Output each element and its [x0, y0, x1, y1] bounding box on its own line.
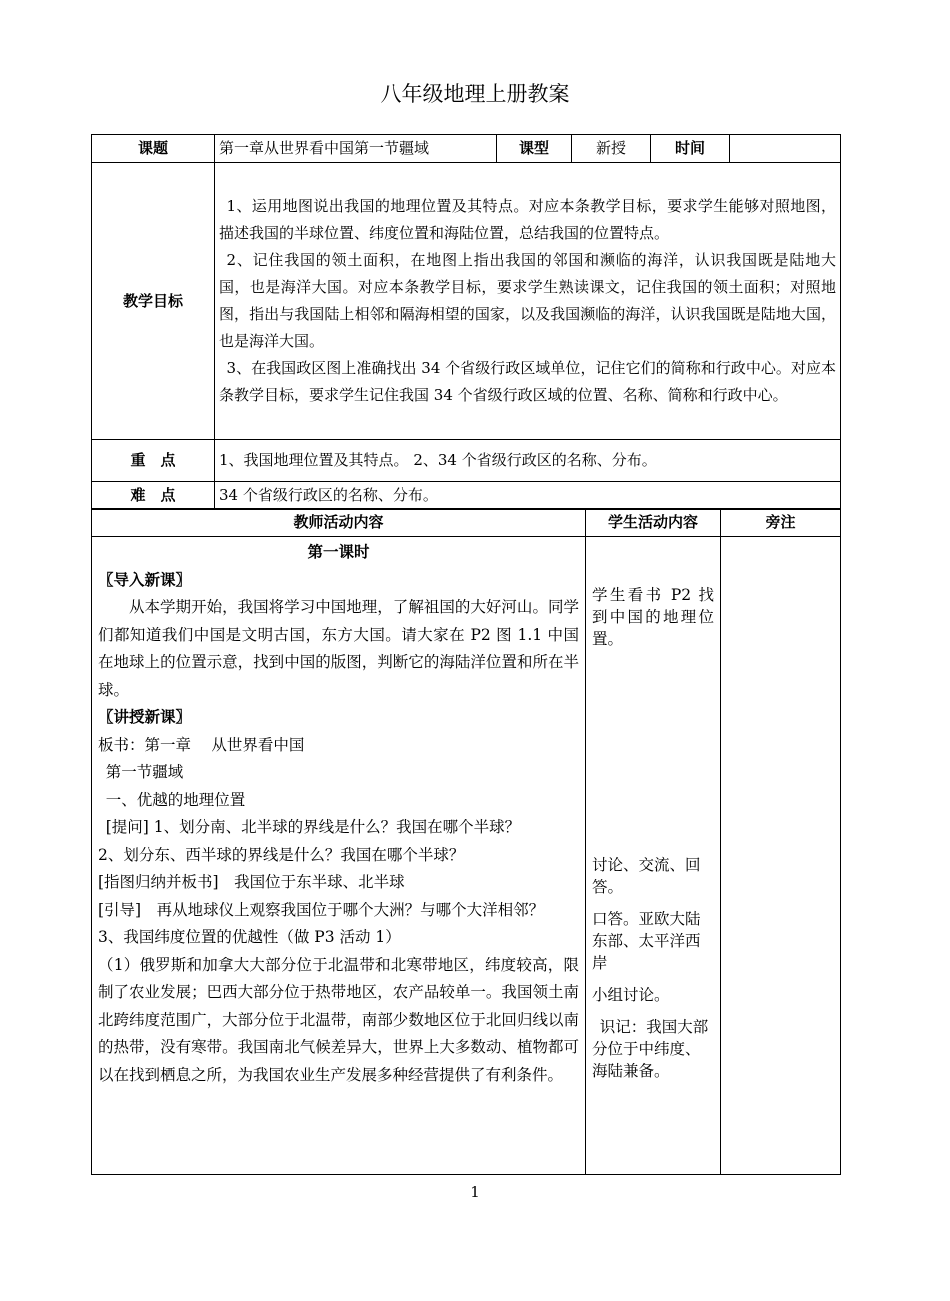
- board-writing: 板书：第一章 从世界看中国: [98, 735, 305, 754]
- topic-label: 课题: [92, 135, 215, 163]
- objectives-content: [215, 163, 841, 440]
- objective-item: 2、记住我国的领土面积，在地图上指出我国的邻国和濒临的海洋，认识我国既是陆地大国，也是海洋大国。对应本条教学目标，要求学生熟读课文，记住我国的领土面积；对照地图，指出与我国陆上相邻和隔海相望的国家，以及我国濒临的海洋，认识我国既是陆地大国，也是海洋大国。: [219, 251, 836, 350]
- objective-item: 3、在我国政区图上准确找出 34 个省级行政区域单位，记住它们的简称和行政中心。对应本条教学目标，要求学生记住我国 34 个省级行政区域的位置、名称、简称和行政中心。: [219, 359, 836, 404]
- summary-board: [指图归纳并板书] 我国位于东半球、北半球: [98, 873, 405, 891]
- teach-heading: 〖讲授新课〗: [98, 708, 192, 726]
- type-label: 课型: [497, 135, 572, 163]
- teacher-activity-content: [92, 537, 586, 1175]
- student-note: 小组讨论。: [592, 986, 670, 1004]
- question-two: 2、划分东、西半球的界线是什么？我国在哪个半球？: [98, 845, 465, 864]
- student-note: 识记：我国大部分位于中纬度、海陆兼备。: [592, 1018, 709, 1080]
- section-title: 第一节疆域: [105, 763, 184, 781]
- objective-item: 1、运用地图说出我国的地理位置及其特点。对应本条教学目标，要求学生能够对照地图，描述我国的半球位置、纬度位置和海陆位置，总结我国的位置特点。: [219, 197, 836, 242]
- student-note: 讨论、交流、回答。: [592, 856, 701, 896]
- question-three: 3、我国纬度位置的优越性（做 P3 活动 1）: [98, 928, 401, 946]
- student-activity-content: [586, 537, 721, 1175]
- difficulties-label: 难 点: [92, 482, 215, 510]
- document-title: 八年级地理上册教案: [380, 82, 570, 106]
- lesson-info-table: [91, 134, 841, 510]
- lesson-period: 第一课时: [307, 543, 370, 561]
- page-number: 1: [470, 1183, 480, 1201]
- difficulties-value: 34 个省级行政区的名称、分布。: [215, 482, 841, 510]
- teacher-activity-header: 教师活动内容: [92, 509, 586, 537]
- student-note: 学生看书 P2 找到中国的地理位置。: [592, 586, 714, 648]
- topic-value: 第一章从世界看中国第一节疆域: [215, 135, 497, 163]
- key-points-label: 重 点: [92, 440, 215, 482]
- student-note: 口答。亚欧大陆东部、太平洋西岸: [592, 910, 701, 972]
- time-value: [730, 135, 841, 163]
- notes-content: [721, 537, 841, 1175]
- part-one-title: 一、优越的地理位置: [105, 790, 246, 809]
- intro-text: 从本学期开始，我国将学习中国地理，了解祖国的大好河山。同学们都知道我们中国是文明古国，东方大国。请大家在 P2 图 1.1 中国在地球上的位置示意，找到中国的版图，判断它的海陆洋位置和所在半球。: [98, 598, 579, 699]
- guide-question: [引导] 再从地球仪上观察我国位于哪个大洲？与哪个大洋相邻？: [98, 900, 545, 919]
- intro-heading: 〖导入新课〗: [98, 570, 192, 589]
- objectives-label: 教学目标: [92, 163, 215, 440]
- student-activity-header: 学生活动内容: [586, 509, 721, 537]
- type-value: 新授: [572, 135, 651, 163]
- key-points-value: 1、我国地理位置及其特点。 2、34 个省级行政区的名称、分布。: [215, 440, 841, 482]
- question-one: [提问] 1、划分南、北半球的界线是什么？我国在哪个半球？: [105, 818, 521, 836]
- time-label: 时间: [651, 135, 730, 163]
- notes-header: 旁注: [721, 509, 841, 537]
- activities-table: [91, 508, 841, 1175]
- latitude-detail: （1）俄罗斯和加拿大大部分位于北温带和北寒带地区，纬度较高，限制了农业发展；巴西大部分位于热带地区，农产品较单一。我国领土南北跨纬度范围广，大部分位于北温带，南部少数地区位于北回归线以南的热带，没有寒带。我国南北气候差异大，世界上大多数动、植物都可以在找到栖息之所，为我国农业生产发展多种经营提供了有利条件。: [98, 955, 579, 1084]
